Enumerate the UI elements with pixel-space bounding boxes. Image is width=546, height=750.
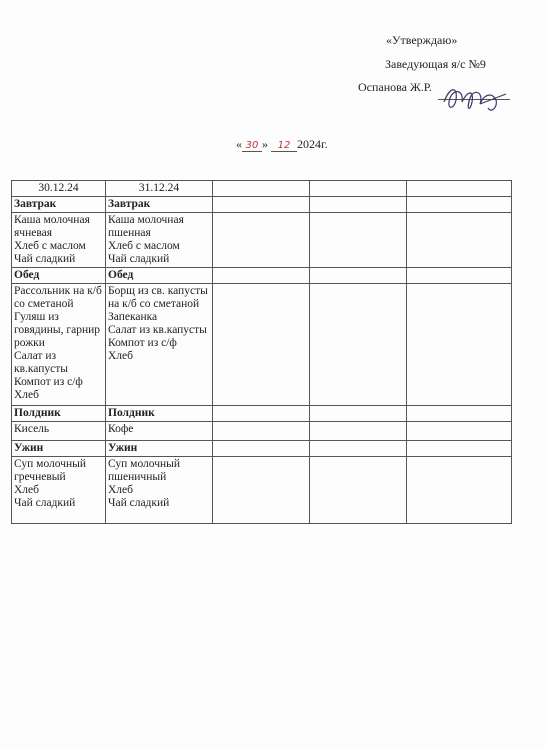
empty-cell [213,406,310,422]
empty-cell [310,422,407,441]
dishes-snack-day1 [12,422,106,441]
dish: Борщ из св. капусты на к/б со сметаной [108,285,208,310]
dish: Компот из с/ф [14,376,83,388]
dish: Салат из кв.капусты [14,350,69,375]
meal-breakfast-day1: Завтрак [12,197,106,213]
empty-cell [213,213,310,268]
dish: Чай сладкий [108,497,170,509]
signature-icon [440,80,510,118]
menu-table [11,180,512,524]
meal-lunch-day2: Обед [106,268,213,284]
meal-lunch-day1: Обед [12,268,106,284]
date-day2: 31.12.24 [106,181,213,197]
dishes-breakfast-day2 [106,213,213,268]
empty-cell [213,284,310,406]
empty-cell [407,213,512,268]
dish: Кисель [14,423,50,435]
approval-position: Заведующая я/с №9 [385,57,486,71]
empty-cell [407,441,512,457]
date-quote-close: » [262,137,268,151]
dishes-row [12,213,512,268]
approval-title: «Утверждаю» [386,33,458,47]
dishes-lunch-day2 [106,284,213,406]
dish: Хлеб с маслом [108,240,180,252]
empty-cell [310,268,407,284]
empty-cell [407,457,512,524]
meal-snack-day1: Полдник [12,406,106,422]
empty-cell [213,441,310,457]
dish: Хлеб [108,350,133,362]
date-quote-open: « [236,137,242,151]
dish: Рассольник на к/б со сметаной [14,285,102,310]
dish: Суп молочный гречневый [14,458,87,483]
dishes-dinner-day1 [12,457,106,524]
dish: Хлеб с маслом [14,240,86,252]
date-year: 2024г. [297,137,328,151]
dish: Компот из с/ф [108,337,177,349]
empty-cell [213,197,310,213]
empty-cell [310,457,407,524]
dish: Кофе [108,423,134,435]
empty-cell [213,181,310,197]
dish: Суп молочный пшеничный [108,458,181,483]
date-day1: 30.12.24 [12,181,106,197]
meal-header-row [12,268,512,284]
empty-cell [407,197,512,213]
dishes-row [12,284,512,406]
empty-cell [310,181,407,197]
dish: Чай сладкий [14,253,76,265]
dish: Гуляш из говядины, гарнир рожки [14,311,101,349]
empty-cell [213,422,310,441]
dish: Салат из кв.капусты [108,324,207,336]
dish: Хлеб [14,484,39,496]
dish: Хлеб [14,389,39,401]
empty-cell [310,197,407,213]
empty-cell [213,268,310,284]
date-month: 12 [271,140,297,152]
dishes-dinner-day2 [106,457,213,524]
dish: Запеканка [108,311,158,323]
dishes-snack-day2 [106,422,213,441]
approval-date [236,137,328,152]
empty-cell [310,406,407,422]
dishes-row [12,422,512,441]
dish: Каша молочная ячневая [14,214,90,239]
empty-cell [407,284,512,406]
empty-cell [407,181,512,197]
dates-row [12,181,512,197]
empty-cell [310,441,407,457]
meal-header-row [12,441,512,457]
meal-breakfast-day2: Завтрак [106,197,213,213]
meal-dinner-day1: Ужин [12,441,106,457]
meal-header-row [12,197,512,213]
dish: Чай сладкий [108,253,170,265]
dish: Каша молочная пшенная [108,214,184,239]
empty-cell [407,406,512,422]
empty-cell [310,213,407,268]
empty-cell [407,422,512,441]
date-day: 30 [242,140,262,152]
dish: Чай сладкий [14,497,76,509]
dishes-row [12,457,512,524]
dish: Хлеб [108,484,133,496]
meal-header-row [12,406,512,422]
dishes-lunch-day1 [12,284,106,406]
empty-cell [310,284,407,406]
meal-dinner-day2: Ужин [106,441,213,457]
dishes-breakfast-day1 [12,213,106,268]
approval-name: Оспанова Ж.Р. [358,80,432,94]
empty-cell [407,268,512,284]
meal-snack-day2: Полдник [106,406,213,422]
empty-cell [213,457,310,524]
